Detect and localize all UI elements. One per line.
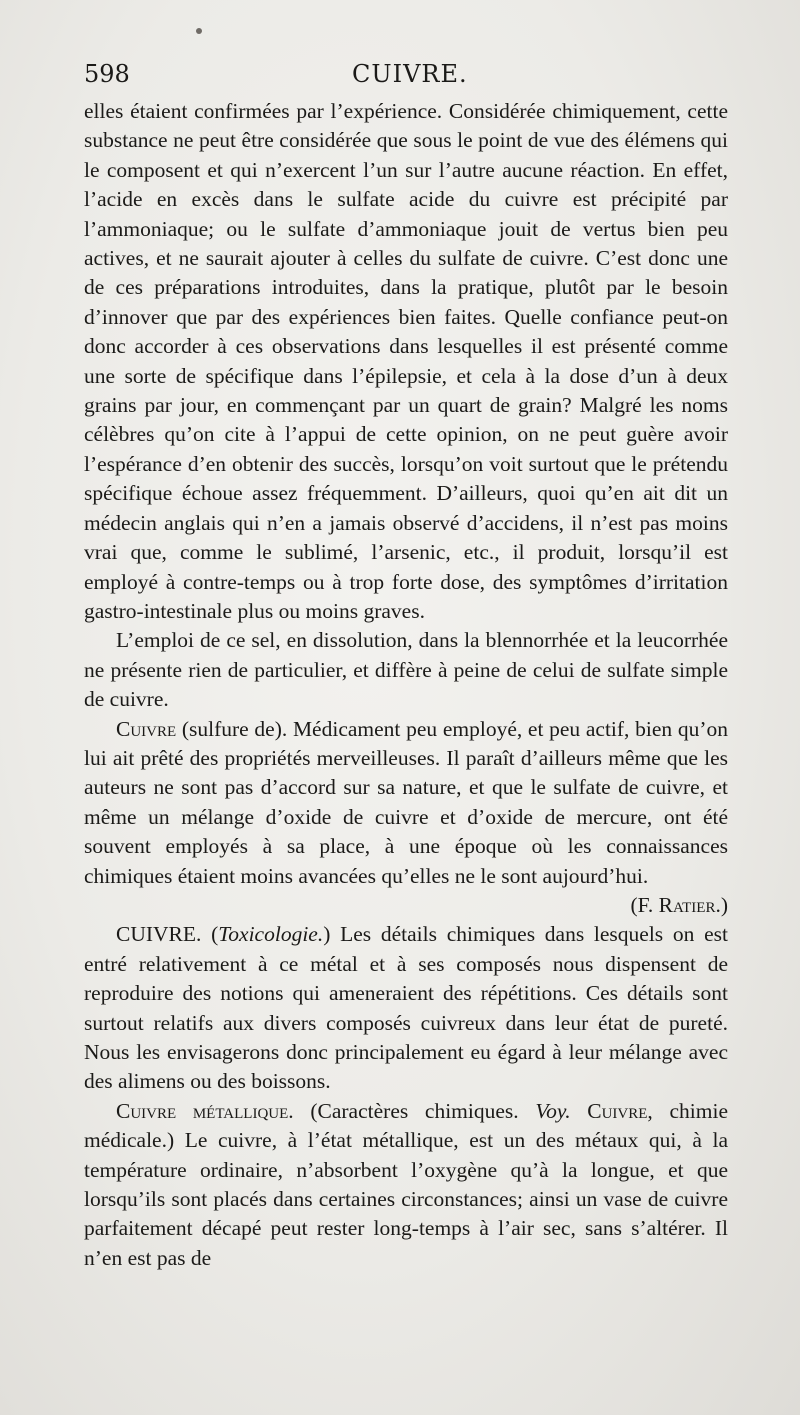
running-head: CUIVRE. <box>352 60 468 88</box>
section-head: CUIVRE. <box>116 922 202 947</box>
author-signature: (F. Ratier.) <box>630 892 728 917</box>
cross-reference: Voy. <box>535 1098 571 1123</box>
entry-head: Cuivre <box>116 716 177 741</box>
section-subject: Toxicologie. <box>218 922 324 947</box>
page-number: 598 <box>84 60 130 88</box>
cross-reference-target: Cuivre, <box>570 1098 653 1123</box>
entry-body: (Caractères chimiques. <box>293 1098 536 1123</box>
entry-body: chimie médicale.) Le cuivre, à l’état métallique, est un des métaux qui, à la température ordinaire, n’absorbent l’oxygène qu’à la longue, et que lorsqu’ils sont placés dans certaines circonstances; ainsi un vase de cuivre parfaitement décapé peut rester long-temps à l’air sec, sans s’altérer. Il n’en est pas de <box>84 1098 728 1270</box>
ink-spot <box>196 28 202 34</box>
paragraph: L’emploi de ce sel, en dissolution, dans la blennorrhée et la leucorrhée ne présente rien de particulier, et diffère à peine de celui de sulfate simple de cuivre. <box>84 628 728 712</box>
entry-head: Cuivre métallique. <box>116 1098 294 1123</box>
entry-body: (sulfure de). Médicament peu employé, et peu actif, bien qu’on lui ait prêté des propriétés merveilleuses. Il paraît d’ailleurs même que les auteurs ne sont pas d’accord sur sa nature, et que le sulfate de cuivre, et même un mélange d’oxide de cuivre et d’oxide de mercure, ont été souvent employés à sa place, à une époque où les connaissances chimiques étaient moins avancées qu’elles ne le sont aujourd’hui. <box>84 716 728 888</box>
section-body: ) Les détails chimiques dans lesquels on est entré relativement à ce métal et à ses composés nous dispensent de reproduire des notions qui ameneraient des répétitions. Ces détails sont surtout relatifs aux divers composés cuivreux dans leur état de pureté. Nous les envisagerons donc principalement eu égard à leur mélange avec des alimens ou des boissons. <box>84 922 728 1094</box>
body-text <box>84 97 728 1273</box>
paragraph-cuivre-toxicologie <box>84 920 728 1096</box>
paren-open: ( <box>201 922 219 947</box>
paragraph: elles étaient confirmées par l’expérience. Considérée chimiquement, cette substance ne peut être considérée que sous le point de vue des élémens qui le composent et qui n’exercent l’un sur l’autre aucune réaction. En effet, l’acide en excès dans le sulfate acide du cuivre est précipité par l’ammoniaque; ou le sulfate d’ammoniaque jouit de vertus bien peu actives, et ne saurait ajouter à celles du sulfate de cuivre. C’est donc une de ces préparations introduites, dans la pratique, plutôt par le besoin d’innover que par des expériences bien faites. Quelle confiance peut-on donc accorder à ces observations dans lesquelles il est présenté comme une sorte de spécifique dans l’épilepsie, et cela à la dose d’un à deux grains par jour, en commençant par un quart de grain? Malgré les noms célèbres qu’on cite à l’appui de cette opinion, on ne peut guère avoir l’espérance d’en obtenir des succès, lorsqu’on voit surtout que le prétendu spécifique échoue assez fréquemment. D’ailleurs, quoi qu’en ait dit un médecin anglais qui n’en a jamais observé d’accidens, il n’est pas moins vrai que, comme le sublimé, l’arsenic, etc., il produit, lorsqu’il est employé à contre-temps ou à trop forte dose, des symptômes d’irritation gastro-intestinale plus ou moins graves. <box>84 99 728 623</box>
paragraph-cuivre-metallique <box>84 1097 728 1273</box>
page-header <box>84 60 728 94</box>
paragraph-cuivre-sulfure <box>84 715 728 917</box>
